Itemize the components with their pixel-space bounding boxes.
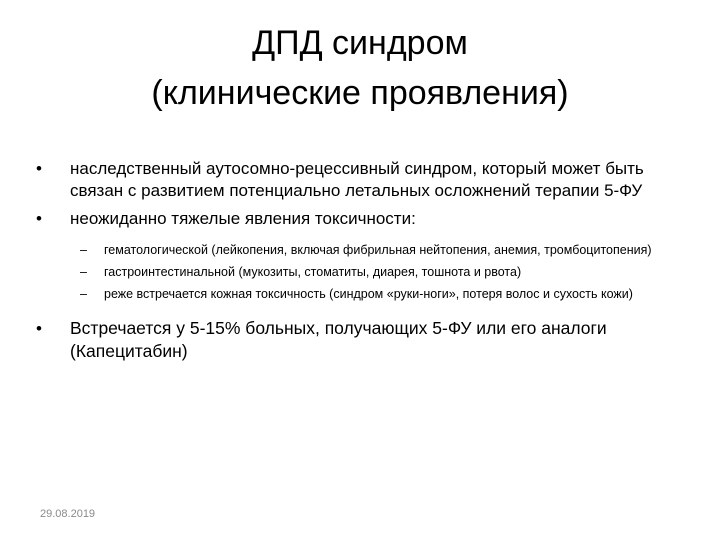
bullet-marker: •	[36, 319, 42, 338]
sub-bullet-item	[80, 264, 676, 281]
bullet-marker: •	[36, 209, 42, 228]
bullet-list	[36, 158, 676, 369]
sub-bullet-marker: –	[80, 287, 87, 301]
bullet-item	[36, 208, 676, 230]
bullet-item	[36, 317, 676, 363]
slide-title	[60, 18, 660, 118]
bullet-text: Встречается у 5-15% больных, получающих 5-ФУ или его аналоги (Капецитабин)	[70, 318, 607, 361]
bullet-item	[36, 158, 676, 202]
footer-date: 29.08.2019	[40, 508, 96, 520]
bullet-text: наследственный аутосомно-рецессивный синдром, который может быть связан с развитием потенциально летальных осложнений терапии 5-ФУ	[70, 159, 644, 200]
slide-title-line-1: ДПД синдром	[252, 24, 468, 62]
sub-bullet-marker: –	[80, 243, 87, 257]
sub-bullet-item	[80, 242, 676, 259]
sub-bullet-marker: –	[80, 265, 87, 279]
slide-title-line-2: (клинические проявления)	[151, 74, 569, 112]
bullet-text: неожиданно тяжелые явления токсичности:	[70, 209, 416, 228]
sub-bullet-text: реже встречается кожная токсичность (синдром «руки-ноги», потеря волос и сухость кожи)	[104, 287, 633, 301]
sub-bullet-text: гематологической (лейкопения, включая фибрильная нейтопения, анемия, тромбоцитопения)	[104, 243, 652, 257]
sub-bullet-text: гастроинтестинальной (мукозиты, стоматиты, диарея, тошнота и рвота)	[104, 265, 522, 279]
sub-bullet-item	[80, 286, 676, 303]
bullet-marker: •	[36, 159, 42, 178]
sub-bullet-list	[36, 242, 676, 303]
